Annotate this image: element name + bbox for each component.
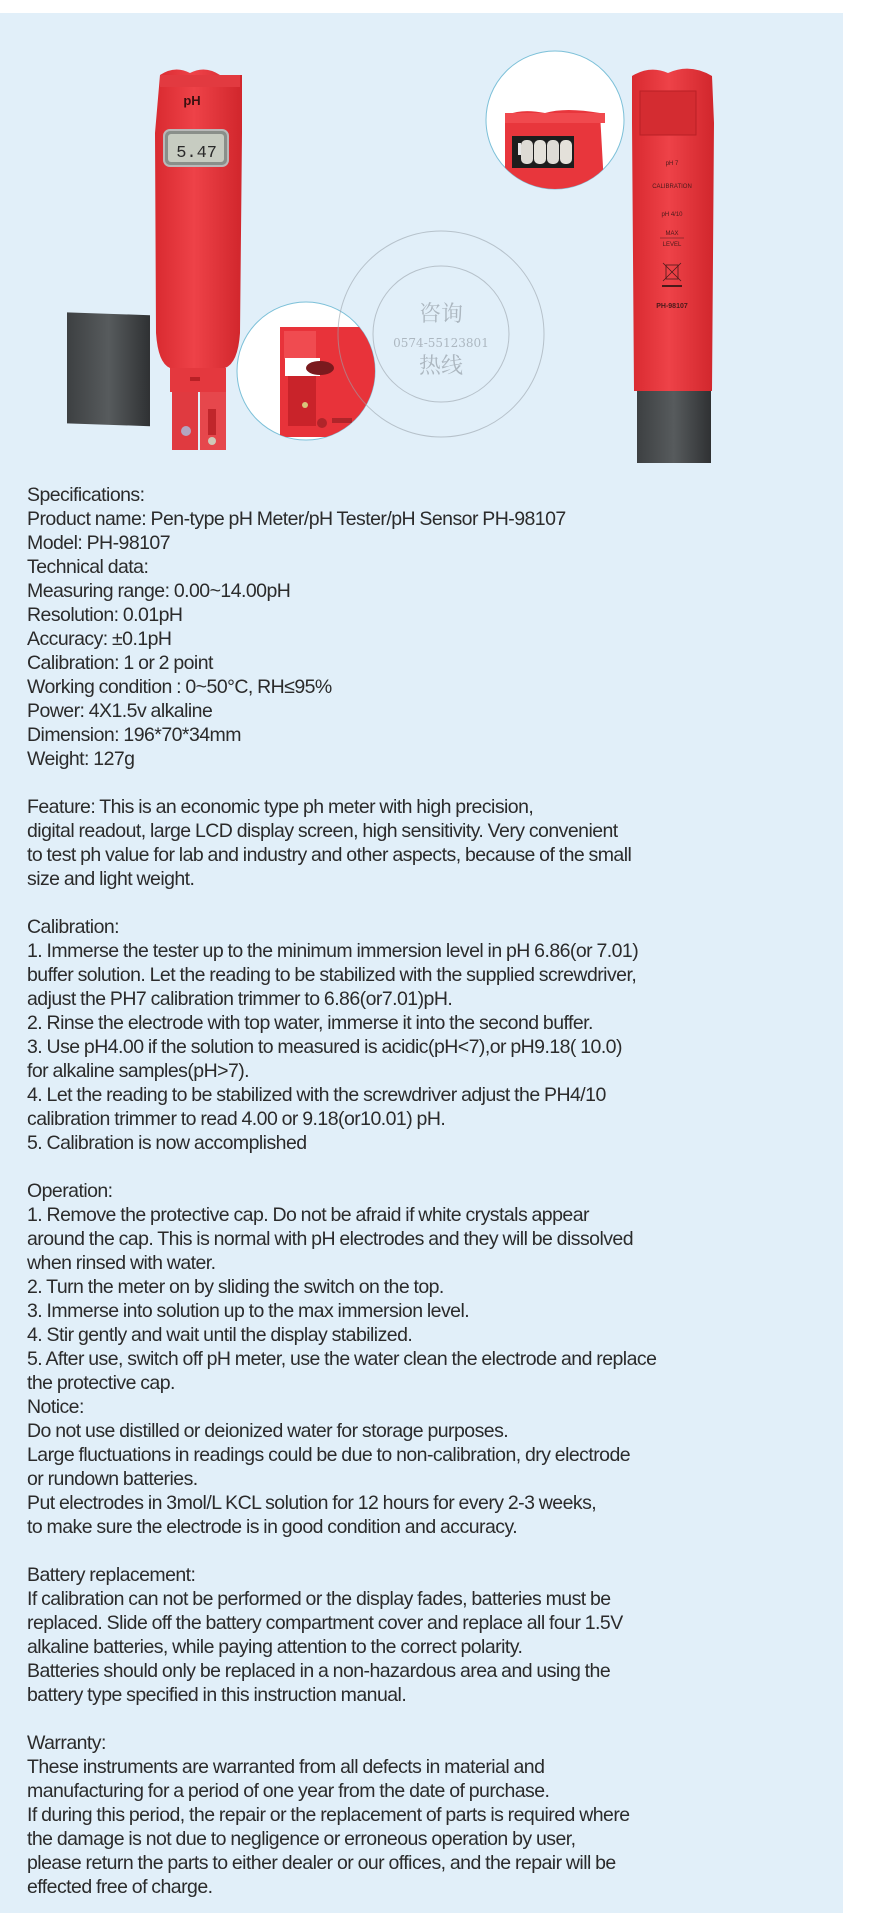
battery-line: replaced. Slide off the battery compartment cover and replace all four 1.5V — [27, 1612, 623, 1634]
battery-heading: Battery replacement: — [27, 1564, 196, 1586]
operation-line: 4. Stir gently and wait until the display stabilized. — [27, 1324, 413, 1346]
spec-line: Accuracy: ±0.1pH — [27, 628, 172, 650]
watermark-consult: 咨询 — [418, 302, 464, 327]
battery-line: If calibration can not be performed or the display fades, batteries must be — [27, 1588, 611, 1610]
feature-line: to test ph value for lab and industry and other aspects, because of the small — [27, 844, 632, 866]
spacer — [27, 1155, 839, 1179]
warranty-line: the damage is not due to negligence or erroneous operation by user, — [27, 1828, 576, 1850]
back-label-max: MAX — [665, 231, 679, 237]
battery-line: Batteries should only be replaced in a non-hazardous area and using the — [27, 1660, 611, 1682]
operation-line: 5. After use, switch off pH meter, use the water clean the electrode and replace — [27, 1348, 657, 1370]
operation-heading: Operation: — [27, 1180, 113, 1202]
calibration-section — [27, 915, 839, 1155]
battery-section — [27, 1563, 839, 1707]
calibration-line: calibration trimmer to read 4.00 or 9.18(or10.01) pH. — [27, 1108, 446, 1130]
watermark-hotline: 热线 — [418, 354, 464, 379]
operation-line: around the cap. This is normal with pH electrodes and they will be dissolved — [27, 1228, 634, 1250]
calibration-heading: Calibration: — [27, 916, 120, 938]
front-ph-meter — [155, 69, 242, 450]
product-image — [0, 13, 843, 463]
calibration-line: 1. Immerse the tester up to the minimum immersion level in pH 6.86(or 7.01) — [27, 940, 639, 962]
spec-line: Measuring range: 0.00~14.00pH — [27, 580, 291, 602]
spec-line: Technical data: — [27, 556, 149, 578]
watermark-phone: 0574-55123801 — [393, 336, 489, 350]
calibration-line: 3. Use pH4.00 if the solution to measured is acidic(pH<7),or pH9.18( 10.0) — [27, 1036, 622, 1058]
operation-line: the protective cap. — [27, 1372, 175, 1394]
feature-line: digital readout, large LCD display screen, high sensitivity. Very convenient — [27, 820, 618, 842]
back-ph-meter — [632, 69, 714, 463]
feature-line: Feature: This is an economic type ph meter with high precision, — [27, 796, 534, 818]
operation-line: 2. Turn the meter on by sliding the switch on the top. — [27, 1276, 444, 1298]
calibration-line: for alkaline samples(pH>7). — [27, 1060, 250, 1082]
operation-line: when rinsed with water. — [27, 1252, 216, 1274]
back-label-ph410: pH 4/10 — [661, 212, 683, 218]
spec-line: Power: 4X1.5v alkaline — [27, 700, 213, 722]
warranty-line: If during this period, the repair or the replacement of parts is required where — [27, 1804, 630, 1826]
battery-line: battery type specified in this instruction manual. — [27, 1684, 407, 1706]
back-label-ph7: pH 7 — [665, 161, 679, 167]
meter-ph-label: pH — [183, 93, 201, 108]
warranty-line: manufacturing for a period of one year from the date of purchase. — [27, 1780, 550, 1802]
notice-line: or rundown batteries. — [27, 1468, 198, 1490]
warranty-heading: Warranty: — [27, 1732, 106, 1754]
calibration-line: buffer solution. Let the reading to be stabilized with the supplied screwdriver, — [27, 964, 637, 986]
warranty-section — [27, 1731, 839, 1899]
warranty-line: These instruments are warranted from all defects in material and — [27, 1756, 545, 1778]
spec-line: Resolution: 0.01pH — [27, 604, 183, 626]
protective-cap — [67, 312, 150, 426]
watermark-stamp — [338, 231, 544, 437]
specifications-section — [27, 483, 839, 771]
notice-heading: Notice: — [27, 1396, 84, 1418]
spacer — [27, 771, 839, 795]
meter-display-value: 5.47 — [176, 144, 217, 163]
notice-section — [27, 1395, 839, 1539]
specifications-heading: Specifications: — [27, 484, 145, 506]
spacer — [27, 1539, 839, 1563]
spec-line: Product name: Pen-type pH Meter/pH Tester/pH Sensor PH-98107 — [27, 508, 566, 530]
calibration-line: 5. Calibration is now accomplished — [27, 1132, 307, 1154]
operation-line: 1. Remove the protective cap. Do not be afraid if white crystals appear — [27, 1204, 589, 1226]
notice-line: to make sure the electrode is in good condition and accuracy. — [27, 1516, 518, 1538]
notice-line: Large fluctuations in readings could be due to non-calibration, dry electrode — [27, 1444, 631, 1466]
calibration-line: 4. Let the reading to be stabilized with the screwdriver adjust the PH4/10 — [27, 1084, 606, 1106]
operation-line: 3. Immerse into solution up to the max immersion level. — [27, 1300, 470, 1322]
warranty-line: please return the parts to either dealer or our offices, and the repair will be — [27, 1852, 616, 1874]
calibration-line: 2. Rinse the electrode with top water, immerse it into the second buffer. — [27, 1012, 593, 1034]
electrode-closeup-inset — [237, 302, 390, 440]
spacer — [27, 1707, 839, 1731]
battery-line: alkaline batteries, while paying attention to the correct polarity. — [27, 1636, 523, 1658]
feature-section — [27, 795, 839, 891]
back-label-level: LEVEL — [662, 242, 682, 248]
operation-section — [27, 1179, 839, 1395]
battery-closeup-inset — [486, 51, 624, 203]
calibration-line: adjust the PH7 calibration trimmer to 6.86(or7.01)pH. — [27, 988, 453, 1010]
spec-line: Calibration: 1 or 2 point — [27, 652, 213, 674]
spec-line: Model: PH-98107 — [27, 532, 171, 554]
warranty-line: effected free of charge. — [27, 1876, 213, 1898]
spacer — [27, 891, 839, 915]
product-description — [27, 483, 839, 1899]
notice-line: Do not use distilled or deionized water for storage purposes. — [27, 1420, 509, 1442]
notice-line: Put electrodes in 3mol/L KCL solution for 12 hours for every 2-3 weeks, — [27, 1492, 597, 1514]
feature-line: size and light weight. — [27, 868, 195, 890]
spec-line: Working condition : 0~50°C, RH≤95% — [27, 676, 332, 698]
spec-line: Dimension: 196*70*34mm — [27, 724, 241, 746]
back-label-calibration: CALIBRATION — [652, 184, 692, 190]
back-label-model: PH-98107 — [656, 303, 688, 310]
spec-line: Weight: 127g — [27, 748, 135, 770]
